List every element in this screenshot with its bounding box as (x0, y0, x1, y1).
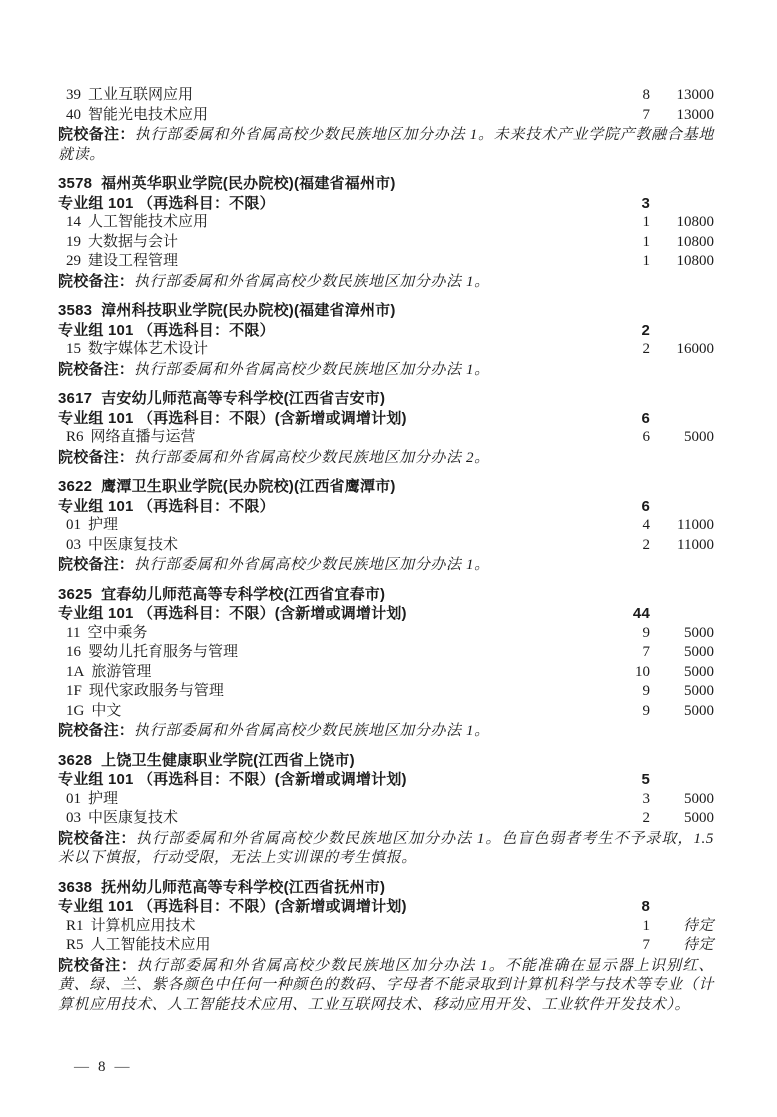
major-name-cell (58, 936, 590, 956)
major-row (58, 86, 714, 106)
school-code: 3628 (58, 751, 93, 769)
remark-text: 执行部委属和外省属高校少数民族地区加分办法 1。 (134, 361, 490, 378)
major-code: 03 (66, 810, 81, 826)
group-row (58, 770, 714, 790)
group-count: 44 (632, 605, 650, 622)
major-name-cell (58, 428, 590, 448)
school-remark (58, 448, 714, 469)
page-number: 8 (98, 1059, 106, 1075)
major-code: R1 (66, 917, 84, 934)
major-row (58, 663, 714, 683)
school-block (58, 477, 714, 576)
major-row (58, 340, 714, 360)
major-code: 1G (66, 702, 85, 719)
major-row (58, 936, 714, 956)
school-remark (58, 956, 714, 1016)
school-header (58, 389, 714, 409)
major-name: 空中乘务 (87, 624, 148, 641)
school-block (58, 301, 714, 380)
major-name: 现代家政服务与管理 (88, 683, 224, 699)
major-count: 1 (642, 917, 650, 934)
major-code: 40 (66, 106, 81, 123)
school-block (58, 878, 714, 1016)
school-code: 3583 (58, 302, 93, 319)
school-block (58, 174, 714, 292)
major-count: 9 (642, 624, 650, 641)
school-remark (58, 555, 714, 576)
major-count: 2 (642, 536, 650, 553)
major-fee: 10800 (676, 214, 714, 230)
major-row (58, 702, 714, 722)
admission-plan-list (58, 86, 714, 1015)
major-row (58, 682, 714, 702)
group-count: 6 (641, 409, 650, 427)
school-code: 3622 (58, 478, 93, 495)
major-row (58, 643, 714, 663)
major-name: 中文 (91, 702, 122, 719)
major-fee: 待定 (682, 937, 714, 953)
remark-text: 执行部委属和外省属高校少数民族地区加分办法 1。 (134, 557, 490, 573)
remark-text: 执行部委属和外省属高校少数民族地区加分办法 2。 (134, 449, 490, 466)
remark-label: 院校备注： (58, 126, 135, 143)
major-name-cell (58, 790, 590, 810)
major-name: 人工智能技术应用 (88, 214, 209, 230)
major-name-cell (58, 106, 590, 126)
school-name: 抚州幼儿师范高等专科学校(江西省抚州市) (101, 878, 386, 896)
remark-text: 执行部委属和外省属高校少数民族地区加分办法 1。色盲色弱者考生不予录取，1.5 米以下慎报，行动受限，无法上实训课的考生慎报。 (58, 830, 714, 866)
remark-text: 执行部委属和外省属高校少数民族地区加分办法 1。未来技术产业学院产教融合基地就读。 (58, 127, 714, 163)
major-name: 护理 (88, 790, 119, 807)
school-header (58, 174, 714, 194)
major-name-cell (58, 536, 590, 556)
group-count: 2 (641, 321, 650, 339)
major-fee: 5000 (684, 810, 714, 826)
major-count: 8 (642, 87, 650, 103)
school-remark (58, 721, 714, 742)
major-count: 7 (642, 937, 650, 953)
school-code: 3578 (58, 175, 93, 192)
major-code: 03 (66, 536, 81, 553)
school-block (58, 389, 714, 468)
major-code: 15 (66, 341, 81, 357)
group-count: 8 (641, 898, 650, 915)
remark-text: 执行部委属和外省属高校少数民族地区加分办法 1。 (134, 723, 490, 739)
major-row (58, 917, 714, 937)
major-name-cell (58, 252, 590, 272)
school-remark (58, 272, 714, 293)
major-name-cell (58, 213, 590, 233)
major-name-cell (58, 809, 590, 829)
major-count: 7 (642, 644, 650, 660)
major-count: 1 (642, 253, 650, 269)
major-name-cell (58, 86, 590, 106)
major-count: 2 (642, 341, 650, 357)
major-name: 数字媒体艺术设计 (88, 341, 209, 357)
major-fee: 5000 (684, 663, 714, 680)
remark-label: 院校备注： (58, 956, 137, 974)
major-row (58, 252, 714, 272)
school-block (58, 585, 714, 742)
major-name-cell (58, 340, 590, 360)
major-row (58, 624, 714, 644)
major-name: 中医康复技术 (88, 810, 179, 826)
major-row (58, 233, 714, 253)
major-name: 网络直播与运营 (90, 429, 196, 445)
major-code: 11 (66, 624, 81, 641)
group-count: 5 (641, 771, 650, 788)
group-row (58, 409, 714, 429)
remark-label: 院校备注： (58, 722, 135, 739)
major-name-cell (58, 702, 590, 722)
remark-text: 执行部委属和外省属高校少数民族地区加分办法 1。不能准确在显示器上识别红、黄、绿、兰、紫各颜色中任何一种颜色的数码、字母者不能录取到计算机科学与技术等专业（计算机应用技术、人工智能技术应用、工业互联网技术、移动应用开发、工业软件开发技术）。 (58, 957, 714, 1013)
major-name: 旅游管理 (91, 663, 152, 680)
major-fee: 5000 (684, 702, 714, 719)
major-row (58, 790, 714, 810)
group-count: 3 (641, 194, 650, 212)
major-code: R5 (66, 937, 84, 953)
major-code: 19 (66, 233, 81, 250)
group-label: 专业组 101 （再选科目：不限）(含新增或调增计划) (58, 898, 407, 915)
major-fee: 16000 (676, 341, 714, 357)
school-code: 3638 (58, 878, 93, 896)
major-fee: 5000 (684, 683, 714, 699)
major-row (58, 106, 714, 126)
school-name: 漳州科技职业学院(民办院校)(福建省漳州市) (101, 302, 396, 319)
remark-text: 执行部委属和外省属高校少数民族地区加分办法 1。 (134, 273, 490, 290)
major-code: 29 (66, 253, 81, 269)
major-count: 9 (642, 702, 650, 719)
major-code: 01 (66, 790, 81, 807)
major-code: R6 (66, 429, 84, 445)
major-name-cell (58, 663, 590, 683)
group-row (58, 321, 714, 341)
major-count: 3 (642, 790, 650, 807)
major-count: 7 (642, 106, 650, 123)
major-fee: 10800 (676, 253, 714, 269)
school-block-continuation (58, 86, 714, 165)
school-remark (58, 125, 714, 165)
major-name-cell (58, 682, 590, 702)
remark-label: 院校备注： (58, 272, 135, 290)
group-label: 专业组 101 （再选科目：不限）(含新增或调增计划) (58, 605, 407, 622)
major-code: 1A (66, 663, 85, 680)
major-fee: 5000 (684, 429, 714, 445)
major-code: 16 (66, 644, 81, 660)
major-fee: 10800 (676, 233, 714, 250)
remark-label: 院校备注： (58, 448, 135, 466)
major-name: 婴幼儿托育服务与管理 (88, 644, 239, 660)
school-code: 3617 (58, 390, 93, 407)
group-row (58, 897, 714, 917)
major-code: 01 (66, 517, 81, 533)
major-fee: 11000 (677, 536, 714, 553)
major-row (58, 536, 714, 556)
major-name-cell (58, 917, 590, 937)
major-count: 1 (642, 214, 650, 230)
major-fee: 13000 (676, 106, 714, 123)
group-label: 专业组 101 （再选科目：不限） (58, 497, 275, 515)
major-fee: 11000 (677, 517, 714, 533)
major-count: 1 (642, 233, 650, 250)
page-footer (74, 1058, 139, 1077)
remark-label: 院校备注： (58, 556, 135, 573)
school-header (58, 751, 714, 771)
remark-label: 院校备注： (58, 829, 137, 847)
major-row (58, 516, 714, 536)
footer-dash-left: — (74, 1059, 89, 1075)
major-fee: 5000 (684, 624, 714, 641)
major-fee: 5000 (684, 790, 714, 807)
school-header (58, 585, 714, 605)
major-fee: 5000 (684, 644, 714, 660)
school-name: 吉安幼儿师范高等专科学校(江西省吉安市) (101, 390, 386, 407)
school-name: 鹰潭卫生职业学院(民办院校)(江西省鹰潭市) (101, 478, 396, 495)
major-count: 9 (642, 683, 650, 699)
school-name: 宜春幼儿师范高等专科学校(江西省宜春市) (101, 585, 386, 603)
group-label: 专业组 101 （再选科目：不限）(含新增或调增计划) (58, 409, 407, 427)
major-row (58, 428, 714, 448)
major-count: 4 (642, 517, 650, 533)
major-code: 14 (66, 214, 81, 230)
major-name: 智能光电技术应用 (88, 106, 209, 123)
major-name: 护理 (88, 517, 119, 533)
school-name: 上饶卫生健康职业学院(江西省上饶市) (101, 751, 355, 769)
school-remark (58, 829, 714, 869)
major-name: 建设工程管理 (88, 253, 179, 269)
major-name: 大数据与会计 (88, 233, 179, 250)
group-count: 6 (641, 497, 650, 515)
major-name-cell (58, 233, 590, 253)
major-count: 10 (635, 663, 650, 680)
major-name: 人工智能技术应用 (90, 937, 211, 953)
school-remark (58, 360, 714, 381)
major-name-cell (58, 516, 590, 536)
major-row (58, 809, 714, 829)
major-name: 中医康复技术 (88, 536, 179, 553)
group-label: 专业组 101 （再选科目：不限） (58, 194, 275, 212)
major-fee: 待定 (682, 917, 714, 934)
school-header (58, 878, 714, 898)
major-name: 工业互联网应用 (88, 87, 194, 103)
major-row (58, 213, 714, 233)
major-code: 39 (66, 87, 81, 103)
footer-dash-right: — (114, 1059, 130, 1075)
remark-label: 院校备注： (58, 360, 135, 378)
major-count: 2 (642, 810, 650, 826)
school-code: 3625 (58, 585, 93, 603)
group-label: 专业组 101 （再选科目：不限） (58, 321, 275, 339)
group-label: 专业组 101 （再选科目：不限）(含新增或调增计划) (58, 771, 407, 788)
school-header (58, 477, 714, 497)
group-row (58, 604, 714, 624)
group-row (58, 497, 714, 517)
group-row (58, 194, 714, 214)
major-name: 计算机应用技术 (90, 917, 196, 934)
major-name-cell (58, 643, 590, 663)
school-header (58, 301, 714, 321)
major-code: 1F (66, 683, 82, 699)
major-count: 6 (642, 429, 650, 445)
major-fee: 13000 (676, 87, 714, 103)
major-name-cell (58, 624, 590, 644)
school-name: 福州英华职业学院(民办院校)(福建省福州市) (101, 175, 396, 192)
school-block (58, 751, 714, 869)
